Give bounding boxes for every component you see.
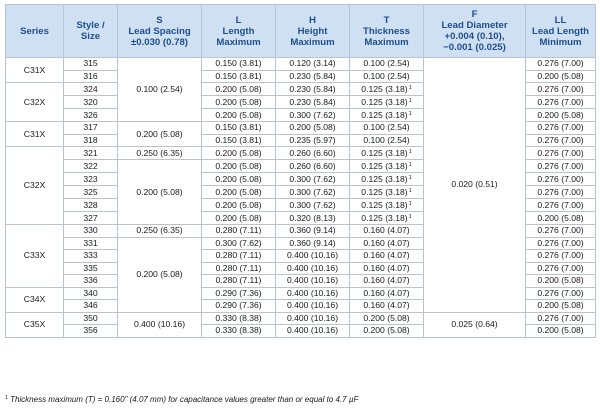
series-cell: C33X (6, 225, 64, 288)
height-cell: 0.400 (10.16) (276, 262, 350, 275)
thickness-value: 0.125 (3.18) (361, 161, 408, 171)
height-cell: 0.400 (10.16) (276, 250, 350, 263)
leadlength-cell: 0.200 (5.08) (526, 109, 596, 122)
footnote-ref: 1 (408, 201, 412, 207)
header-length-line-1: L (235, 14, 242, 26)
height-cell: 0.235 (5.97) (276, 134, 350, 147)
height-cell: 0.230 (5.84) (276, 96, 350, 109)
style-cell: 316 (64, 70, 118, 83)
length-cell: 0.200 (5.08) (202, 199, 276, 212)
style-cell: 346 (64, 300, 118, 313)
thickness-cell (350, 173, 424, 186)
length-cell: 0.150 (3.81) (202, 122, 276, 135)
height-cell: 0.120 (3.14) (276, 58, 350, 71)
style-cell: 336 (64, 275, 118, 288)
header-diameter (424, 5, 526, 58)
length-cell: 0.280 (7.11) (202, 225, 276, 238)
header-leadlength (526, 5, 596, 58)
header-thickness-line-3: Maximum (364, 36, 409, 48)
length-cell: 0.300 (7.62) (202, 237, 276, 250)
style-cell: 325 (64, 186, 118, 199)
length-cell: 0.200 (5.08) (202, 83, 276, 96)
style-cell: 324 (64, 83, 118, 96)
leadlength-cell: 0.200 (5.08) (526, 212, 596, 225)
thickness-value: 0.160 (4.07) (363, 262, 410, 273)
height-cell: 0.400 (10.16) (276, 275, 350, 288)
length-cell: 0.150 (3.81) (202, 134, 276, 147)
series-cell: C31X (6, 122, 64, 147)
diameter-cell: 0.020 (0.51) (424, 58, 526, 313)
spacing-cell: 0.400 (10.16) (118, 312, 202, 337)
leadlength-cell: 0.200 (5.08) (526, 300, 596, 313)
header-row (6, 5, 596, 58)
length-cell: 0.200 (5.08) (202, 212, 276, 225)
length-cell: 0.150 (3.81) (202, 58, 276, 71)
style-cell: 317 (64, 122, 118, 135)
style-cell: 322 (64, 160, 118, 173)
leadlength-cell: 0.276 (7.00) (526, 122, 596, 135)
leadlength-cell: 0.276 (7.00) (526, 287, 596, 300)
length-cell: 0.200 (5.08) (202, 109, 276, 122)
header-series (6, 5, 64, 58)
header-thickness-line-1: T (383, 14, 390, 26)
height-cell: 0.360 (9.14) (276, 225, 350, 238)
thickness-value: 0.125 (3.18) (361, 213, 408, 223)
leadlength-cell: 0.276 (7.00) (526, 96, 596, 109)
thickness-cell (350, 70, 424, 83)
spacing-cell: 0.100 (2.54) (118, 58, 202, 122)
diameter-cell: 0.025 (0.64) (424, 312, 526, 337)
leadlength-cell: 0.276 (7.00) (526, 199, 596, 212)
series-cell: C35X (6, 312, 64, 337)
spacing-cell: 0.250 (6.35) (118, 225, 202, 238)
thickness-cell (350, 225, 424, 238)
thickness-cell (350, 287, 424, 300)
leadlength-cell: 0.276 (7.00) (526, 134, 596, 147)
thickness-value: 0.200 (5.08) (363, 325, 410, 336)
header-style-line-1: Style / (76, 20, 105, 31)
leadlength-cell: 0.276 (7.00) (526, 250, 596, 263)
height-cell: 0.230 (5.84) (276, 83, 350, 96)
thickness-value: 0.100 (2.54) (363, 134, 410, 145)
thickness-cell (350, 109, 424, 122)
style-cell: 330 (64, 225, 118, 238)
style-cell: 321 (64, 147, 118, 160)
style-cell: 356 (64, 325, 118, 338)
thickness-cell (350, 199, 424, 212)
header-series-label: Series (20, 25, 49, 37)
footnote-ref: 1 (408, 111, 412, 117)
thickness-cell (350, 96, 424, 109)
length-cell: 0.280 (7.11) (202, 250, 276, 263)
thickness-value: 0.125 (3.18) (361, 84, 408, 94)
series-cell: C31X (6, 58, 64, 83)
thickness-cell (350, 262, 424, 275)
length-cell: 0.280 (7.11) (202, 275, 276, 288)
header-spacing (118, 5, 202, 58)
leadlength-cell: 0.276 (7.00) (526, 237, 596, 250)
style-cell: 315 (64, 58, 118, 71)
style-cell: 335 (64, 262, 118, 275)
height-cell: 0.400 (10.16) (276, 300, 350, 313)
footnote-ref: 1 (408, 98, 412, 104)
footnote-mark: 1 (5, 395, 9, 401)
footnote-ref: 1 (408, 85, 412, 91)
header-length (202, 5, 276, 58)
height-cell: 0.260 (6.60) (276, 160, 350, 173)
footnote-ref: 1 (408, 162, 412, 168)
thickness-value: 0.100 (2.54) (363, 122, 410, 133)
thickness-cell (350, 325, 424, 338)
series-cell: C34X (6, 287, 64, 312)
header-spacing-line-3: ±0.030 (0.78) (130, 36, 188, 48)
length-cell: 0.150 (3.81) (202, 70, 276, 83)
style-cell: 331 (64, 237, 118, 250)
thickness-value: 0.125 (3.18) (361, 174, 408, 184)
style-cell: 333 (64, 250, 118, 263)
series-cell: C32X (6, 147, 64, 225)
spacing-cell: 0.200 (5.08) (118, 122, 202, 147)
footnote-ref: 1 (408, 175, 412, 181)
thickness-value: 0.125 (3.18) (361, 148, 408, 158)
height-cell: 0.400 (10.16) (276, 287, 350, 300)
height-cell: 0.300 (7.62) (276, 199, 350, 212)
thickness-cell (350, 160, 424, 173)
leadlength-cell: 0.200 (5.08) (526, 275, 596, 288)
thickness-cell (350, 212, 424, 225)
thickness-cell (350, 186, 424, 199)
style-cell: 326 (64, 109, 118, 122)
table-row (6, 312, 596, 325)
thickness-cell (350, 134, 424, 147)
thickness-value: 0.160 (4.07) (363, 300, 410, 311)
height-cell: 0.320 (8.13) (276, 212, 350, 225)
height-cell: 0.260 (6.60) (276, 147, 350, 160)
thickness-value: 0.160 (4.07) (363, 250, 410, 261)
length-cell: 0.200 (5.08) (202, 160, 276, 173)
height-cell: 0.230 (5.84) (276, 70, 350, 83)
header-leadlength-line-2: Lead Length (531, 25, 590, 37)
thickness-cell (350, 312, 424, 325)
header-spacing-line-1: S (156, 14, 163, 26)
thickness-cell (350, 122, 424, 135)
header-thickness (350, 5, 424, 58)
length-cell: 0.280 (7.11) (202, 262, 276, 275)
header-height (276, 5, 350, 58)
leadlength-cell: 0.276 (7.00) (526, 160, 596, 173)
height-cell: 0.400 (10.16) (276, 325, 350, 338)
header-length-line-2: Length (222, 25, 255, 37)
header-height-line-1: H (309, 14, 316, 26)
style-cell: 350 (64, 312, 118, 325)
thickness-value: 0.160 (4.07) (363, 275, 410, 286)
spacing-cell: 0.200 (5.08) (118, 237, 202, 312)
thickness-value: 0.125 (3.18) (361, 187, 408, 197)
spec-table (5, 4, 596, 338)
thickness-value: 0.160 (4.07) (363, 237, 410, 248)
spacing-cell: 0.200 (5.08) (118, 160, 202, 225)
thickness-value: 0.125 (3.18) (361, 97, 408, 107)
footnote-ref: 1 (408, 149, 412, 155)
height-cell: 0.300 (7.62) (276, 173, 350, 186)
header-leadlength-line-3: Minimum (539, 36, 582, 48)
footnote (5, 395, 358, 404)
thickness-cell (350, 83, 424, 96)
style-cell: 320 (64, 96, 118, 109)
height-cell: 0.400 (10.16) (276, 312, 350, 325)
thickness-cell (350, 275, 424, 288)
length-cell: 0.200 (5.08) (202, 186, 276, 199)
length-cell: 0.290 (7.36) (202, 287, 276, 300)
header-diameter-line-4: −0.001 (0.025) (443, 42, 506, 53)
header-style (64, 5, 118, 58)
height-cell: 0.300 (7.62) (276, 109, 350, 122)
footnote-ref: 1 (408, 188, 412, 194)
length-cell: 0.200 (5.08) (202, 96, 276, 109)
thickness-value: 0.160 (4.07) (363, 287, 410, 298)
length-cell: 0.290 (7.36) (202, 300, 276, 313)
thickness-value: 0.100 (2.54) (363, 58, 410, 69)
length-cell: 0.200 (5.08) (202, 147, 276, 160)
header-height-line-3: Maximum (290, 36, 335, 48)
thickness-value: 0.160 (4.07) (363, 225, 410, 236)
thickness-cell (350, 237, 424, 250)
height-cell: 0.200 (5.08) (276, 122, 350, 135)
leadlength-cell: 0.276 (7.00) (526, 58, 596, 71)
height-cell: 0.300 (7.62) (276, 186, 350, 199)
thickness-value: 0.125 (3.18) (361, 110, 408, 120)
table-row (6, 58, 596, 71)
thickness-cell (350, 300, 424, 313)
spacing-cell: 0.250 (6.35) (118, 147, 202, 160)
leadlength-cell: 0.276 (7.00) (526, 147, 596, 160)
leadlength-cell: 0.276 (7.00) (526, 312, 596, 325)
length-cell: 0.330 (8.38) (202, 312, 276, 325)
height-cell: 0.360 (9.14) (276, 237, 350, 250)
thickness-value: 0.125 (3.18) (361, 200, 408, 210)
footnote-ref: 1 (408, 214, 412, 220)
style-cell: 340 (64, 287, 118, 300)
header-length-line-3: Maximum (216, 36, 261, 48)
header-spacing-line-2: Lead Spacing (128, 25, 191, 37)
header-leadlength-line-1: LL (554, 14, 567, 26)
header-thickness-line-2: Thickness (363, 25, 410, 37)
series-cell: C32X (6, 83, 64, 122)
spec-body (6, 58, 596, 338)
thickness-cell (350, 58, 424, 71)
header-diameter-line-2: Lead Diameter (441, 20, 508, 31)
length-cell: 0.330 (8.38) (202, 325, 276, 338)
leadlength-cell: 0.276 (7.00) (526, 225, 596, 238)
leadlength-cell: 0.200 (5.08) (526, 70, 596, 83)
thickness-cell (350, 250, 424, 263)
header-style-line-2: Size (80, 31, 101, 42)
header-height-line-2: Height (297, 25, 328, 37)
footnote-text: Thickness maximum (T) = 0.160" (4.07 mm) for capacitance values greater than or equal to 4.7 µF (10, 395, 359, 404)
style-cell: 318 (64, 134, 118, 147)
thickness-value: 0.100 (2.54) (363, 70, 410, 81)
leadlength-cell: 0.200 (5.08) (526, 325, 596, 338)
leadlength-cell: 0.276 (7.00) (526, 83, 596, 96)
leadlength-cell: 0.276 (7.00) (526, 262, 596, 275)
length-cell: 0.200 (5.08) (202, 173, 276, 186)
style-cell: 323 (64, 173, 118, 186)
thickness-value: 0.200 (5.08) (363, 312, 410, 323)
style-cell: 328 (64, 199, 118, 212)
leadlength-cell: 0.276 (7.00) (526, 173, 596, 186)
header-diameter-line-1: F (471, 9, 478, 20)
style-cell: 327 (64, 212, 118, 225)
thickness-cell (350, 147, 424, 160)
header-diameter-line-3: +0.004 (0.10), (444, 31, 505, 42)
leadlength-cell: 0.276 (7.00) (526, 186, 596, 199)
